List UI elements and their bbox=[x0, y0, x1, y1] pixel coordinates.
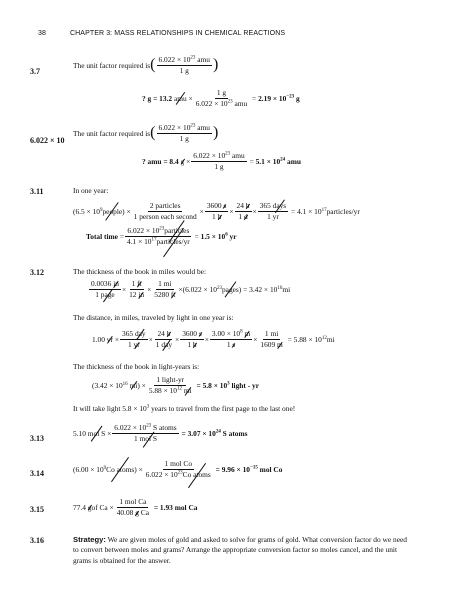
paren-left: ( bbox=[150, 56, 156, 74]
answer: = $3.07 \times 10^{24}$ S atoms bbox=[181, 428, 248, 438]
conclusion-text: It will take light $5.8 \times 10^3$ years to travel from the first page to the last one! bbox=[73, 404, 296, 413]
problem-number-3-13: 3.13 bbox=[30, 434, 44, 443]
answer: $1.5 \times 10^6$ yr bbox=[200, 231, 237, 241]
problem-3-11-total: Total time = $\frac{6.022 \times 10^{23}particles}{4.1 \times 10^{17}particles/yr}$ = $1.5 \times 10^6$ yr bbox=[86, 226, 237, 246]
problem-3-12-equation-2: 1.00 yr × $\frac{\text{365 day}}{1 yr}$ × $\frac{24 h}{\text{1 day}}$ × $\frac{3600 s}{1 h}$ × $\frac{3.00 \times 10^8 m}{1 s}$ × $\frac{1 mi}{1609 m}$ = 5.88 × 10 12 mi bbox=[92, 329, 335, 349]
problem-3-7-intro bbox=[73, 56, 218, 75]
answer: = 1.93 mol Ca bbox=[153, 502, 198, 512]
problem-3-7-equation: ? g = 13.2 amu × $\frac{1 g}{6.022 \times 10^{23} amu}$ = $2.19 \times 10^{-23}$ g bbox=[142, 88, 300, 108]
problem-3-13-equation: 5.10 mol S × $\frac{6.022 \times 10^{23} S atoms}{\text{1 mol S}}$ = $3.07 \times 10^{24}$ S atoms bbox=[73, 423, 248, 443]
unit-factor: $\frac{6.022 \times 10^{23} amu}{1 g}$ bbox=[158, 123, 210, 143]
answer: = $9.96 \times 10^{-15}$ mol Co bbox=[215, 464, 283, 474]
unit-factor: $\frac{6.022 \times 10^{23} amu}{1 g}$ bbox=[158, 55, 210, 75]
problem-number-3-7: 3.7 bbox=[30, 67, 40, 76]
paren-right: ) bbox=[212, 56, 219, 74]
problem-number-3-14: 3.14 bbox=[30, 469, 44, 478]
problem-3-12-equation-1: $\frac{0.0036 in}{\text{1 page}}$ × $\frac{1 ft}{12 in}$ × $\frac{1 mi}{5280 ft}$ × (6.022 × 10 23 pages ) = 3.42 × 10 16 mi bbox=[91, 279, 291, 299]
chapter-title: CHAPTER 3: MASS RELATIONSHIPS IN CHEMICAL REACTIONS bbox=[70, 30, 286, 37]
problem-3-14-equation: (6.00 × 10 9 Co atoms ) × $\frac{\text{1 mol Co}}{6.022 \times 10^{23}Co atoms}$ = $9.96 \times 10^{-15}$ mol Co bbox=[73, 459, 283, 479]
answer: = $5.8 \times 10^3$ light - yr bbox=[196, 380, 260, 390]
distance-text: The distance, in miles, traveled by light in one year is: bbox=[73, 313, 234, 322]
problem-3-12-intro: The thickness of the book in miles would be: bbox=[73, 267, 207, 276]
problem-3-8-intro: The unit factor required is ( $\frac{6.022 \times 10^{23} amu}{1 g}$ ) bbox=[73, 123, 219, 143]
problem-number-3-11: 3.11 bbox=[30, 187, 44, 196]
answer: $5.1 \times 10^{24}$ amu bbox=[255, 156, 301, 166]
conversion-fraction: $\frac{6.022 \times 10^{23} amu}{1 g}$ bbox=[193, 151, 245, 171]
problem-3-8-equation: ? amu = 8.4 g × $\frac{6.022 \times 10^{23} amu}{1 g}$ = $5.1 \times 10^{24}$ amu bbox=[142, 151, 301, 171]
answer: $2.19 \times 10^{-23}$ g bbox=[258, 93, 300, 103]
problem-3-11-equation: (6.5 × 10 9 people ) × $\frac{\text{2 particles}}{\text{1 person each second}}$ × $\frac{3600 s}{1 h}$ × $\frac{24 h}{1 d}$ × $\frac{\text{365 days}}{1 yr}$ = 4.1 × 10 17 particles/yr bbox=[73, 201, 360, 221]
light-years-text: The thickness of the book in light-years is: bbox=[73, 362, 200, 371]
problem-3-12-equation-3: (3.42 × 10 16 mi ) × $\frac{\text{1 light-yr}}{5.88 \times 10^{12} mi}$ = $5.8 \times 10^3$ light - yr bbox=[92, 375, 260, 395]
problem-number-3-12: 3.12 bbox=[30, 268, 44, 277]
problem-number-3-16: 3.16 bbox=[30, 536, 44, 545]
problem-3-11-intro: In one year: bbox=[73, 186, 109, 195]
strategy-paragraph bbox=[73, 535, 413, 566]
intro-text: The unit factor required is bbox=[73, 60, 151, 70]
strategy-label: Strategy: bbox=[73, 535, 106, 544]
conversion-fraction: $\frac{1 g}{6.022 \times 10^{23} amu}$ bbox=[195, 88, 248, 108]
cancelled-unit: amu bbox=[173, 93, 187, 103]
lhs: ? g = 13.2 bbox=[142, 93, 173, 103]
problem-number-3-15: 3.15 bbox=[30, 505, 44, 514]
problem-3-15-equation: 77.4 g of Ca × $\frac{\text{1 mol Ca}}{\text{40.08 g Ca}}$ = 1.93 mol Ca bbox=[73, 497, 198, 517]
strategy-text: We are given moles of gold and asked to solve for grams of gold. What conversion factor do we need to convert between moles and grams? Arrange the appropriate conversion factor so moles cancel, and the unit grams is obtained for the answer. bbox=[73, 535, 407, 565]
page-number: 38 bbox=[38, 30, 46, 37]
problem-number-3-8: 6.022 × 10 bbox=[30, 136, 65, 145]
